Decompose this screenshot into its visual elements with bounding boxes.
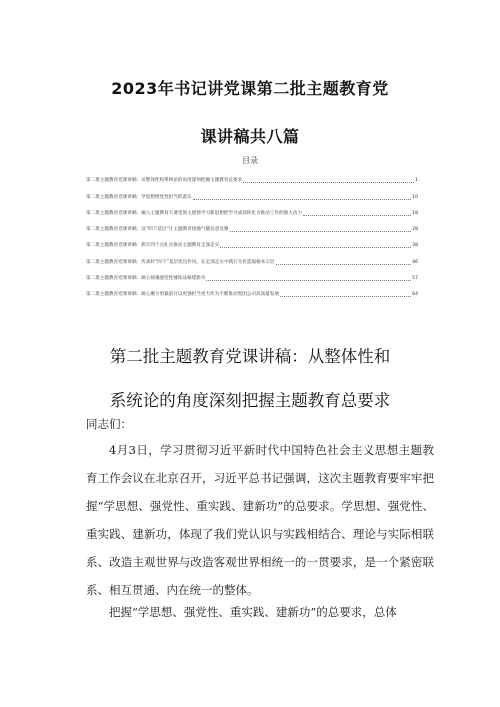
toc-leader-dots (276, 264, 412, 265)
toc-entry-text: 第二批主题教育党课讲稿：学思想增党性担当抓落实 (86, 194, 192, 200)
toc-leader-dots (303, 215, 411, 216)
toc-page-number: 18 (412, 210, 418, 216)
toc-page-number: 10 (412, 194, 418, 200)
toc-entry[interactable] (86, 201, 418, 217)
toc-leader-dots (220, 247, 411, 248)
toc-entry-text: 第二批主题教育党课讲稿：凝心聚力勇毅前行以更强担当更大作为不断推动集团公司高质量发展 (86, 292, 279, 298)
toc-page-number: 38 (412, 243, 418, 249)
toc-heading: 目录 (242, 156, 258, 165)
body-paragraph-2: 把握“学思想、强党性、重实践、建新功”的总要求，总体 (109, 605, 397, 619)
toc-entry-text: 第二批主题教育党课讲稿：以“四下基层”让主题教育接地气暖民意見聚 (86, 227, 229, 233)
table-of-contents (86, 168, 418, 298)
toc-entry-text: 第二批主题教育党课讲稿：从整体性和系统论的角度深刻把握主题教育总要求 (86, 178, 243, 184)
toc-entry[interactable] (86, 168, 418, 184)
toc-page-number: 64 (412, 292, 418, 298)
salutation: 同志们： (86, 417, 132, 431)
toc-leader-dots (193, 199, 411, 200)
toc-page-number: 28 (412, 227, 418, 233)
toc-entry[interactable] (86, 184, 418, 200)
document-title-line-2: 课讲稿共八篇 (200, 127, 300, 146)
document-title-line-1: 2023年书记讲党课第二批主题教育党 (111, 79, 389, 98)
toc-entry-text: 第二批主题教育党课讲稿：凝心铸魂强党性锤炼品格建新功 (86, 276, 206, 282)
toc-entry[interactable] (86, 233, 418, 249)
toc-page-number: 57 (412, 276, 418, 282)
toc-leader-dots (230, 231, 412, 232)
toc-entry[interactable] (86, 282, 418, 298)
toc-entry-text: 第二批主题教育党课讲稿：传承好“四下”基层优良作风，在走深走实中践行为民造福根本宗旨 (86, 259, 275, 265)
body-paragraph-1: 4月3日，学习贯彻习近平新时代中国特色社会主义思想主题教育工作会议在北京召开，习近平总书记强调，这次主题教育要牢牢把握“学思想、强党性、重实践、建新功”的总要求。学思想、强党性、重实践、建新功，体现了我们党认识与实践相结合、理论与实际相联系、改造主观世界与改造客观世界相统一的一贯要求，是一个紧密联系、相互贯通、内在统一的整体。 (86, 443, 434, 597)
toc-leader-dots (280, 296, 411, 297)
toc-leader-dots (206, 280, 411, 281)
toc-page-number: 1 (415, 178, 418, 184)
toc-entry[interactable] (86, 266, 418, 282)
section-title-line-2: 系统论的角度深刻把握主题教育总要求 (109, 391, 391, 410)
toc-leader-dots (243, 182, 414, 183)
toc-entry-text: 第二批主题教育党课讲稿：抓牢四个点扎实推动主题教育走深走实 (86, 243, 220, 249)
toc-entry-text: 第二批主题教育党课讲稿：融入主题教育大课堂领主感情学习新思想把学习成效转化为推动工作的强大动力 (86, 210, 302, 216)
toc-entry[interactable] (86, 249, 418, 265)
toc-entry[interactable] (86, 217, 418, 233)
toc-page-number: 46 (412, 259, 418, 265)
section-title-line-1: 第二批主题教育党课讲稿：从整体性和 (109, 347, 391, 366)
